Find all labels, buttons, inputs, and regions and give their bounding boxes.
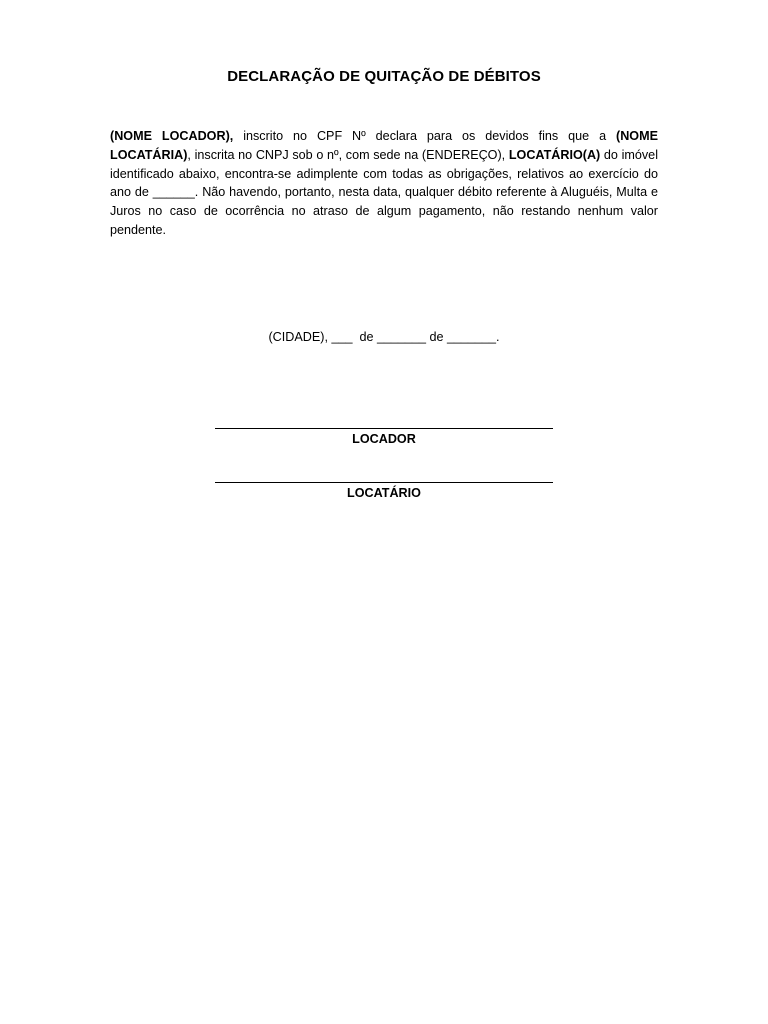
locatario-role: LOCATÁRIO(A) — [508, 147, 601, 162]
locataria-name: (NOME LOCATÁRIA) — [110, 129, 658, 162]
signature-block-locador — [0, 428, 768, 446]
signature-label-locador: LOCADOR — [352, 432, 416, 446]
declaration-paragraph — [110, 127, 658, 240]
date-line: (CIDADE), ___ de _______ de _______. — [268, 330, 500, 344]
document-title: DECLARAÇÃO DE QUITAÇÃO DE DÉBITOS — [227, 68, 541, 85]
signature-label-locatario: LOCATÁRIO — [347, 486, 421, 500]
paragraph-text-1: inscrito no CPF Nº declara para os devidos fins que a — [233, 129, 617, 143]
paragraph-text-2: , inscrita no CNPJ sob o nº, com sede na (ENDEREÇO), — [187, 147, 509, 162]
signature-line-locatario — [215, 482, 553, 483]
signature-block-locatario — [0, 482, 768, 500]
paragraph-text-3: do imóvel identificado abaixo, encontra-se adimplente com todas as obrigações, relativos ao exercício do ano de ______. Não havendo, portanto, nesta data, qualquer débito referente à Aluguéis, Multa e Juros no caso de ocorrência no atraso de algum pagamento, não restando nenhum valor pendente. — [110, 147, 658, 237]
locador-name: (NOME LOCADOR), — [110, 129, 234, 143]
signature-line-locador — [215, 428, 553, 429]
